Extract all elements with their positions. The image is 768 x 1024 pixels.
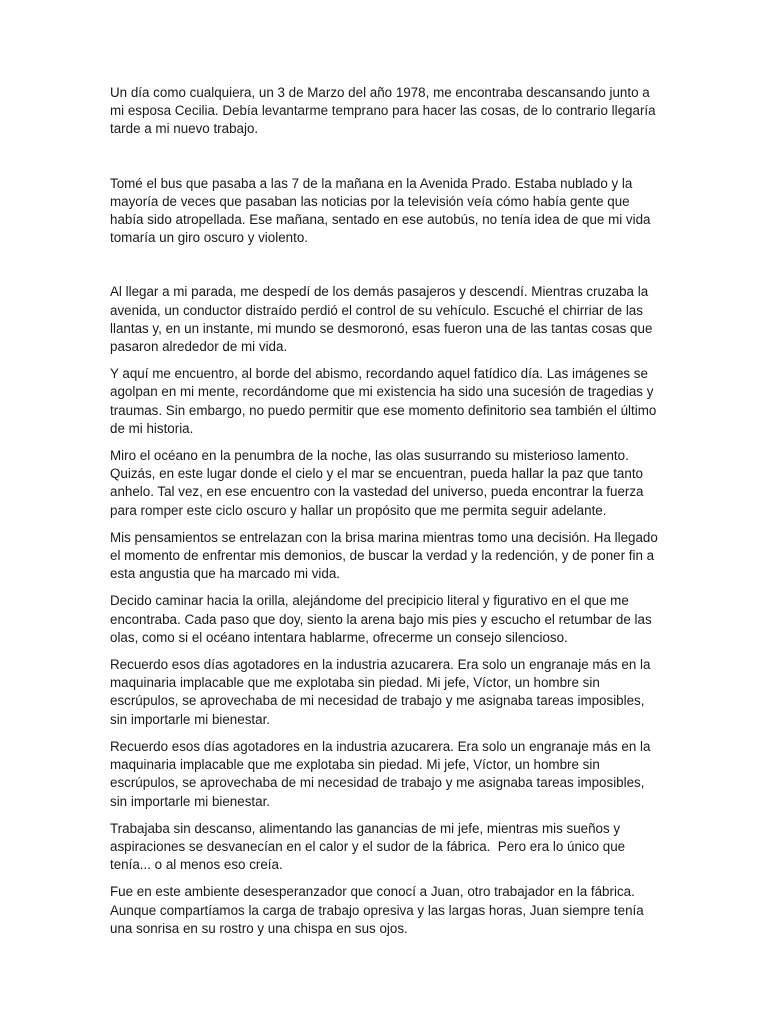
paragraph-6: Mis pensamientos se entrelazan con la brisa marina mientras tomo una decisión. Ha llegado el momento de enfrentar mis demonios, de buscar la verdad y la redención, y de poner fin a esta angustia que ha marcado mi vida.	[110, 529, 662, 582]
paragraph-10: Trabajaba sin descanso, alimentando las ganancias de mi jefe, mientras mis sueños y aspiraciones se desvanecían en el calor y el sudor de la fábrica. Pero era lo único que tenía... o al menos eso creía.	[110, 820, 629, 873]
paragraph-4: Y aquí me encuentro, al borde del abismo, recordando aquel fatídico día. Las imágenes se agolpan en mi mente, recordándome que mi existencia ha sido una sucesión de tragedias y traumas. Sin embargo, no puedo permitir que ese momento definitorio sea también el último de mi historia.	[110, 366, 661, 436]
paragraph-3: Al llegar a mi parada, me despedí de los demás pasajeros y descendí. Mientras cruzaba la avenida, un conductor distraído perdió el control de su vehículo. Escuché el chirriar de las llantas y, en un instante, mi mundo se desmoronó, esas fueron una de las tantas cosas que pasaron alrededor de mi vida.	[110, 284, 657, 355]
document-page	[110, 84, 662, 947]
paragraph-11: Fue en este ambiente desesperanzador que conocí a Juan, otro trabajador en la fábrica. Aunque compartíamos la carga de trabajo opresiva y las largas horas, Juan siempre tenía una sonrisa en su rostro y una chispa en sus ojos.	[110, 884, 648, 936]
paragraph-2: Tomé el bus que pasaba a las 7 de la mañana en la Avenida Prado. Estaba nublado y la mayoría de veces que pasaban las noticias por la televisión veía cómo había gente que había sido atropellada. Ese mañana, sentado en ese autobús, no tenía idea de que mi vida tomaría un giro oscuro y violento.	[110, 175, 655, 246]
paragraph-7: Decido caminar hacia la orilla, alejándome del precipicio literal y figurativo en el que me encontraba. Cada paso que doy, siento la arena bajo mis pies y escucho el retumbar de las olas, como si el océano intentara hablarme, ofrecerme un consejo silencioso.	[110, 593, 656, 645]
paragraph-9: Recuerdo esos días agotadores en la industria azucarera. Era solo un engranaje más en la maquinaria implacable que me explotaba sin piedad. Mi jefe, Víctor, un hombre sin escrúpulos, se aprovechaba de mi necesidad de trabajo y me asignaba tareas imposibles, sin importarle mi bienestar.	[110, 738, 655, 809]
paragraph-5: Miro el océano en la penumbra de la noche, las olas susurrando su misterioso lamento. Quizás, en este lugar donde el cielo y el mar se encuentran, pueda hallar la paz que tanto anhelo. Tal vez, en ese encuentro con la vastedad del universo, pueda encontrar la fuerza para romper este ciclo oscuro y hallar un propósito que me permita seguir adelante.	[110, 448, 648, 518]
paragraph-8: Recuerdo esos días agotadores en la industria azucarera. Era solo un engranaje más en la maquinaria implacable que me explotaba sin piedad. Mi jefe, Víctor, un hombre sin escrúpulos, se aprovechaba de mi necesidad de trabajo y me asignaba tareas imposibles, sin importarle mi bienestar.	[110, 657, 655, 727]
paragraph-1: Un día como cualquiera, un 3 de Marzo del año 1978, me encontraba descansando junto a mi esposa Cecilia. Debía levantarme temprano para hacer las cosas, de lo contrario llegaría tarde a mi nuevo trabajo.	[110, 85, 660, 137]
